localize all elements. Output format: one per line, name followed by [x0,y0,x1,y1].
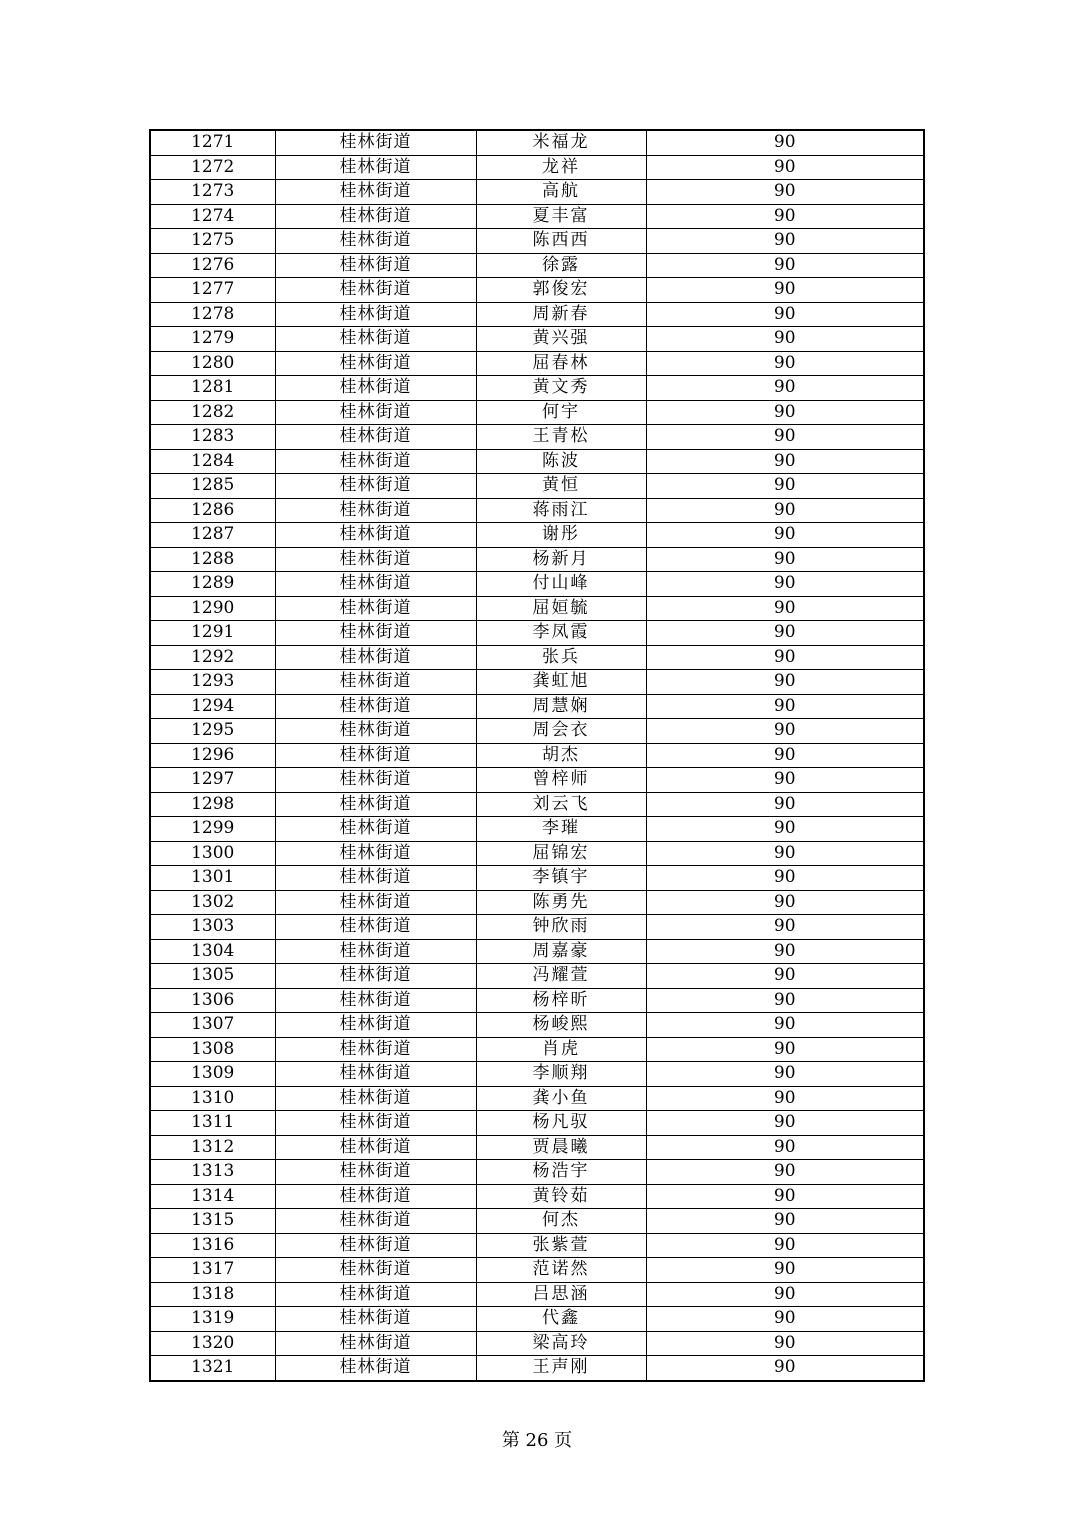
cell-number: 1300 [150,841,275,866]
cell-street: 桂林街道 [275,400,476,425]
cell-name: 何杰 [476,1209,646,1234]
table-row [150,1233,924,1258]
cell-score: 90 [646,253,924,278]
table-row [150,645,924,670]
cell-name: 谢彤 [476,523,646,548]
cell-number: 1305 [150,964,275,989]
cell-score: 90 [646,572,924,597]
table-row [150,1282,924,1307]
cell-name: 张紫萱 [476,1233,646,1258]
table-row [150,204,924,229]
table-row [150,719,924,744]
cell-street: 桂林街道 [275,596,476,621]
cell-street: 桂林街道 [275,1013,476,1038]
table-row [150,621,924,646]
cell-street: 桂林街道 [275,1209,476,1234]
cell-number: 1293 [150,670,275,695]
cell-street: 桂林街道 [275,1331,476,1356]
cell-name: 陈波 [476,449,646,474]
table-row [150,792,924,817]
cell-number: 1274 [150,204,275,229]
cell-name: 胡杰 [476,743,646,768]
cell-score: 90 [646,866,924,891]
cell-score: 90 [646,351,924,376]
cell-number: 1318 [150,1282,275,1307]
cell-name: 杨浩宇 [476,1160,646,1185]
records-table [149,129,925,1382]
cell-number: 1288 [150,547,275,572]
cell-score: 90 [646,229,924,254]
cell-number: 1314 [150,1184,275,1209]
cell-number: 1291 [150,621,275,646]
cell-number: 1296 [150,743,275,768]
table-row [150,841,924,866]
cell-street: 桂林街道 [275,1233,476,1258]
cell-score: 90 [646,596,924,621]
cell-name: 陈勇先 [476,890,646,915]
table-row [150,1111,924,1136]
cell-name: 徐露 [476,253,646,278]
cell-street: 桂林街道 [275,547,476,572]
cell-name: 吕思涵 [476,1282,646,1307]
cell-street: 桂林街道 [275,327,476,352]
table-row [150,817,924,842]
cell-score: 90 [646,1013,924,1038]
cell-number: 1289 [150,572,275,597]
table-row [150,1209,924,1234]
cell-score: 90 [646,400,924,425]
cell-name: 李顺翔 [476,1062,646,1087]
cell-name: 黄铃茹 [476,1184,646,1209]
cell-score: 90 [646,719,924,744]
cell-score: 90 [646,1282,924,1307]
table-row [150,351,924,376]
cell-number: 1317 [150,1258,275,1283]
cell-number: 1307 [150,1013,275,1038]
cell-street: 桂林街道 [275,204,476,229]
cell-street: 桂林街道 [275,572,476,597]
cell-score: 90 [646,1160,924,1185]
table-row [150,1307,924,1332]
cell-number: 1306 [150,988,275,1013]
cell-number: 1304 [150,939,275,964]
cell-score: 90 [646,915,924,940]
table-row [150,768,924,793]
cell-number: 1312 [150,1135,275,1160]
table-row [150,939,924,964]
cell-number: 1277 [150,278,275,303]
cell-number: 1276 [150,253,275,278]
cell-score: 90 [646,1233,924,1258]
cell-number: 1309 [150,1062,275,1087]
cell-name: 黄文秀 [476,376,646,401]
cell-number: 1294 [150,694,275,719]
cell-street: 桂林街道 [275,1086,476,1111]
table-row [150,523,924,548]
cell-name: 龚虹旭 [476,670,646,695]
table-row [150,302,924,327]
table-row [150,400,924,425]
cell-score: 90 [646,155,924,180]
cell-score: 90 [646,130,924,155]
cell-score: 90 [646,474,924,499]
cell-name: 李璀 [476,817,646,842]
cell-score: 90 [646,768,924,793]
records-table-body [150,130,924,1381]
cell-number: 1282 [150,400,275,425]
table-row [150,866,924,891]
table-row [150,1160,924,1185]
cell-street: 桂林街道 [275,351,476,376]
table-row [150,572,924,597]
cell-number: 1278 [150,302,275,327]
cell-number: 1311 [150,1111,275,1136]
cell-number: 1290 [150,596,275,621]
cell-score: 90 [646,449,924,474]
cell-number: 1272 [150,155,275,180]
cell-name: 曾梓师 [476,768,646,793]
cell-street: 桂林街道 [275,253,476,278]
cell-score: 90 [646,1062,924,1087]
cell-number: 1301 [150,866,275,891]
cell-street: 桂林街道 [275,964,476,989]
cell-name: 龙祥 [476,155,646,180]
cell-score: 90 [646,1037,924,1062]
cell-name: 梁高玲 [476,1331,646,1356]
cell-street: 桂林街道 [275,1356,476,1381]
cell-name: 范诺然 [476,1258,646,1283]
cell-street: 桂林街道 [275,302,476,327]
table-row [150,327,924,352]
cell-score: 90 [646,694,924,719]
cell-score: 90 [646,890,924,915]
cell-score: 90 [646,523,924,548]
table-row [150,155,924,180]
cell-score: 90 [646,547,924,572]
cell-name: 刘云飞 [476,792,646,817]
cell-number: 1279 [150,327,275,352]
table-row [150,278,924,303]
cell-street: 桂林街道 [275,1062,476,1087]
cell-name: 周慧娴 [476,694,646,719]
cell-number: 1303 [150,915,275,940]
table-row [150,253,924,278]
table-row [150,670,924,695]
cell-name: 郭俊宏 [476,278,646,303]
cell-street: 桂林街道 [275,498,476,523]
table-row [150,547,924,572]
cell-name: 杨梓昕 [476,988,646,1013]
cell-name: 龚小鱼 [476,1086,646,1111]
table-row [150,1037,924,1062]
cell-name: 冯耀萱 [476,964,646,989]
cell-name: 黄兴强 [476,327,646,352]
table-row [150,1062,924,1087]
table-row [150,1013,924,1038]
cell-name: 屈春林 [476,351,646,376]
page-number: 第 26 页 [501,1430,573,1451]
cell-number: 1321 [150,1356,275,1381]
cell-score: 90 [646,1258,924,1283]
cell-street: 桂林街道 [275,180,476,205]
cell-street: 桂林街道 [275,1111,476,1136]
cell-name: 肖虎 [476,1037,646,1062]
cell-score: 90 [646,1356,924,1381]
cell-name: 钟欣雨 [476,915,646,940]
cell-number: 1315 [150,1209,275,1234]
table-row [150,596,924,621]
cell-name: 代鑫 [476,1307,646,1332]
cell-street: 桂林街道 [275,1307,476,1332]
cell-score: 90 [646,1135,924,1160]
table-row [150,1135,924,1160]
cell-name: 周新春 [476,302,646,327]
cell-street: 桂林街道 [275,1282,476,1307]
cell-score: 90 [646,278,924,303]
cell-name: 张兵 [476,645,646,670]
table-row [150,449,924,474]
table-row [150,1331,924,1356]
cell-score: 90 [646,180,924,205]
cell-street: 桂林街道 [275,449,476,474]
cell-name: 付山峰 [476,572,646,597]
cell-score: 90 [646,327,924,352]
cell-street: 桂林街道 [275,988,476,1013]
cell-name: 王青松 [476,425,646,450]
cell-name: 屈姮毓 [476,596,646,621]
cell-street: 桂林街道 [275,1184,476,1209]
cell-score: 90 [646,1209,924,1234]
table-row [150,915,924,940]
table-row [150,964,924,989]
cell-score: 90 [646,498,924,523]
cell-name: 陈西西 [476,229,646,254]
cell-number: 1271 [150,130,275,155]
cell-number: 1287 [150,523,275,548]
cell-number: 1297 [150,768,275,793]
table-row [150,229,924,254]
cell-score: 90 [646,425,924,450]
cell-name: 王声刚 [476,1356,646,1381]
cell-score: 90 [646,743,924,768]
table-row [150,890,924,915]
cell-number: 1275 [150,229,275,254]
cell-street: 桂林街道 [275,376,476,401]
cell-name: 周会衣 [476,719,646,744]
cell-street: 桂林街道 [275,694,476,719]
cell-name: 杨新月 [476,547,646,572]
cell-number: 1313 [150,1160,275,1185]
cell-street: 桂林街道 [275,768,476,793]
cell-score: 90 [646,645,924,670]
cell-street: 桂林街道 [275,229,476,254]
cell-number: 1273 [150,180,275,205]
cell-number: 1302 [150,890,275,915]
cell-number: 1316 [150,1233,275,1258]
cell-score: 90 [646,621,924,646]
cell-name: 李凤霞 [476,621,646,646]
cell-number: 1283 [150,425,275,450]
cell-street: 桂林街道 [275,474,476,499]
cell-street: 桂林街道 [275,278,476,303]
table-row [150,1086,924,1111]
cell-number: 1281 [150,376,275,401]
table-row [150,743,924,768]
cell-street: 桂林街道 [275,645,476,670]
cell-number: 1299 [150,817,275,842]
cell-score: 90 [646,841,924,866]
table-row [150,180,924,205]
cell-street: 桂林街道 [275,130,476,155]
cell-street: 桂林街道 [275,523,476,548]
table-row [150,474,924,499]
cell-name: 周嘉豪 [476,939,646,964]
cell-name: 高航 [476,180,646,205]
cell-number: 1320 [150,1331,275,1356]
cell-name: 屈锦宏 [476,841,646,866]
cell-score: 90 [646,1307,924,1332]
cell-name: 黄恒 [476,474,646,499]
cell-number: 1308 [150,1037,275,1062]
table-row [150,130,924,155]
cell-street: 桂林街道 [275,719,476,744]
cell-score: 90 [646,670,924,695]
cell-number: 1285 [150,474,275,499]
cell-number: 1298 [150,792,275,817]
table-row [150,376,924,401]
cell-number: 1292 [150,645,275,670]
cell-street: 桂林街道 [275,890,476,915]
cell-name: 李镇宇 [476,866,646,891]
cell-street: 桂林街道 [275,817,476,842]
cell-name: 蒋雨江 [476,498,646,523]
cell-street: 桂林街道 [275,939,476,964]
cell-street: 桂林街道 [275,1258,476,1283]
cell-number: 1280 [150,351,275,376]
table-row [150,694,924,719]
cell-street: 桂林街道 [275,621,476,646]
cell-name: 米福龙 [476,130,646,155]
cell-street: 桂林街道 [275,915,476,940]
cell-name: 何宇 [476,400,646,425]
cell-street: 桂林街道 [275,866,476,891]
cell-number: 1284 [150,449,275,474]
cell-street: 桂林街道 [275,792,476,817]
cell-score: 90 [646,988,924,1013]
cell-score: 90 [646,1086,924,1111]
cell-score: 90 [646,1331,924,1356]
table-row [150,1184,924,1209]
cell-street: 桂林街道 [275,841,476,866]
cell-score: 90 [646,1184,924,1209]
cell-street: 桂林街道 [275,1160,476,1185]
cell-score: 90 [646,1111,924,1136]
cell-score: 90 [646,302,924,327]
cell-name: 杨凡驭 [476,1111,646,1136]
cell-name: 夏丰富 [476,204,646,229]
cell-street: 桂林街道 [275,1135,476,1160]
cell-score: 90 [646,817,924,842]
table-row [150,425,924,450]
cell-street: 桂林街道 [275,743,476,768]
cell-score: 90 [646,792,924,817]
cell-street: 桂林街道 [275,1037,476,1062]
cell-score: 90 [646,939,924,964]
table-row [150,1356,924,1381]
cell-number: 1319 [150,1307,275,1332]
cell-street: 桂林街道 [275,670,476,695]
cell-name: 贾晨曦 [476,1135,646,1160]
table-row [150,1258,924,1283]
cell-name: 杨峻熙 [476,1013,646,1038]
cell-score: 90 [646,204,924,229]
cell-score: 90 [646,376,924,401]
cell-street: 桂林街道 [275,155,476,180]
table-row [150,988,924,1013]
cell-number: 1295 [150,719,275,744]
table-row [150,498,924,523]
cell-score: 90 [646,964,924,989]
cell-number: 1286 [150,498,275,523]
cell-street: 桂林街道 [275,425,476,450]
cell-number: 1310 [150,1086,275,1111]
